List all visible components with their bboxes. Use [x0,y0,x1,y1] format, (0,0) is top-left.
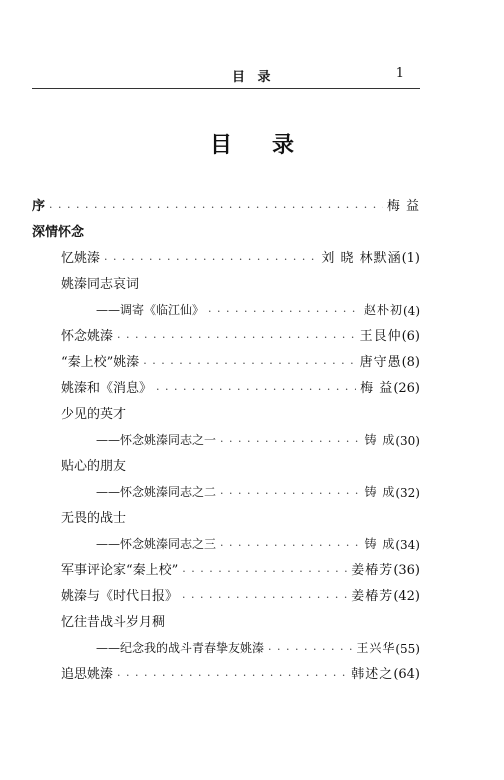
page-title: 目录 [209,133,334,158]
dot-leader [156,383,356,396]
toc-entry-page: (42) [393,589,420,604]
toc-entry-title: “秦上校”姚溱 [61,355,140,370]
toc-entry-title: 忆姚溱 [61,251,101,266]
toc-entry-page: (30) [395,434,420,448]
dot-leader [117,331,356,344]
toc-entry-title: ——怀念姚溱同志之三 [96,537,217,551]
header-rule [32,88,420,89]
toc-entry[interactable] [32,370,420,396]
toc-entry-title: 序 [32,199,46,214]
toc-entry-author: 刘 晓 林默涵 [321,251,402,266]
toc-entry-subtitle[interactable] [32,474,420,500]
section-title: 深情怀念 [32,225,85,240]
toc-entry-title: ——怀念姚溱同志之二 [96,485,217,499]
dot-leader [182,591,347,604]
toc-entry-title: 无畏的战士 [61,511,127,526]
running-title: 目 录 [232,70,275,85]
toc-entry[interactable] [32,318,420,344]
toc-entry-author: 铸 成 [364,537,396,551]
toc-entry[interactable] [32,448,420,474]
dot-leader [117,669,347,682]
toc-entry-author: 梅 益 [360,381,394,396]
toc-entry-page: (6) [401,329,420,344]
section-heading [32,214,420,240]
dot-leader [220,539,361,552]
table-of-contents [32,188,420,682]
page-number: 1 [395,66,404,81]
toc-entry-page: (8) [401,355,420,370]
dot-leader [208,305,360,318]
toc-entry-author: 铸 成 [364,485,396,499]
toc-entry-title: 姚溱和《消息》 [61,381,153,396]
dot-leader [49,201,383,214]
toc-entry-page: (55) [395,642,420,656]
toc-entry-page: (1) [401,251,420,266]
dot-leader [104,253,317,266]
toc-entry-subtitle[interactable] [32,630,420,656]
toc-entry[interactable] [32,344,420,370]
toc-entry-title: 姚溱同志哀词 [61,277,140,292]
toc-entry-author: 王兴华 [356,641,396,655]
toc-entry[interactable] [32,552,420,578]
dot-leader [182,565,347,578]
toc-entry-author: 姜椿芳 [351,589,394,604]
toc-entry-author: 韩述之 [351,667,394,682]
toc-entry-author: 姜椿芳 [351,563,394,578]
toc-entry-page: (34) [395,538,420,552]
toc-entry[interactable] [32,240,420,266]
toc-entry-preface[interactable] [32,188,420,214]
dot-leader [143,357,355,370]
dot-leader [220,435,361,448]
toc-entry-author: 梅 益 [386,199,420,214]
toc-entry-title: 怀念姚溱 [61,329,114,344]
toc-entry-author: 王艮仲 [359,329,402,344]
toc-entry-subtitle[interactable] [32,422,420,448]
toc-entry-title: ——调寄《临江仙》 [96,303,205,317]
toc-entry[interactable] [32,578,420,604]
toc-entry-title: 姚溱与《时代日报》 [61,589,179,604]
toc-entry-title: 忆往昔战斗岁月稠 [61,615,166,630]
toc-entry-title: ——纪念我的战斗青春挚友姚溱 [96,641,265,655]
toc-entry-title: ——怀念姚溱同志之一 [96,433,217,447]
toc-entry[interactable] [32,656,420,682]
toc-entry[interactable] [32,266,420,292]
toc-entry-page: (36) [393,563,420,578]
running-header [32,66,420,85]
toc-entry-author: 赵朴初 [363,303,403,317]
toc-entry-subtitle[interactable] [32,292,420,318]
toc-entry-title: 少见的英才 [61,407,127,422]
dot-leader [268,643,352,656]
toc-entry-page: (32) [395,486,420,500]
toc-entry-page: (64) [393,667,420,682]
toc-entry[interactable] [32,604,420,630]
toc-entry-title: 军事评论家“秦上校” [61,563,179,578]
toc-entry-author: 唐守愚 [359,355,402,370]
toc-entry-page: (26) [393,381,420,396]
toc-entry[interactable] [32,500,420,526]
toc-entry-subtitle[interactable] [32,526,420,552]
toc-entry[interactable] [32,396,420,422]
toc-entry-title: 贴心的朋友 [61,459,127,474]
dot-leader [220,487,361,500]
toc-entry-title: 追思姚溱 [61,667,114,682]
toc-entry-author: 铸 成 [364,433,396,447]
toc-entry-page: (4) [403,304,420,318]
